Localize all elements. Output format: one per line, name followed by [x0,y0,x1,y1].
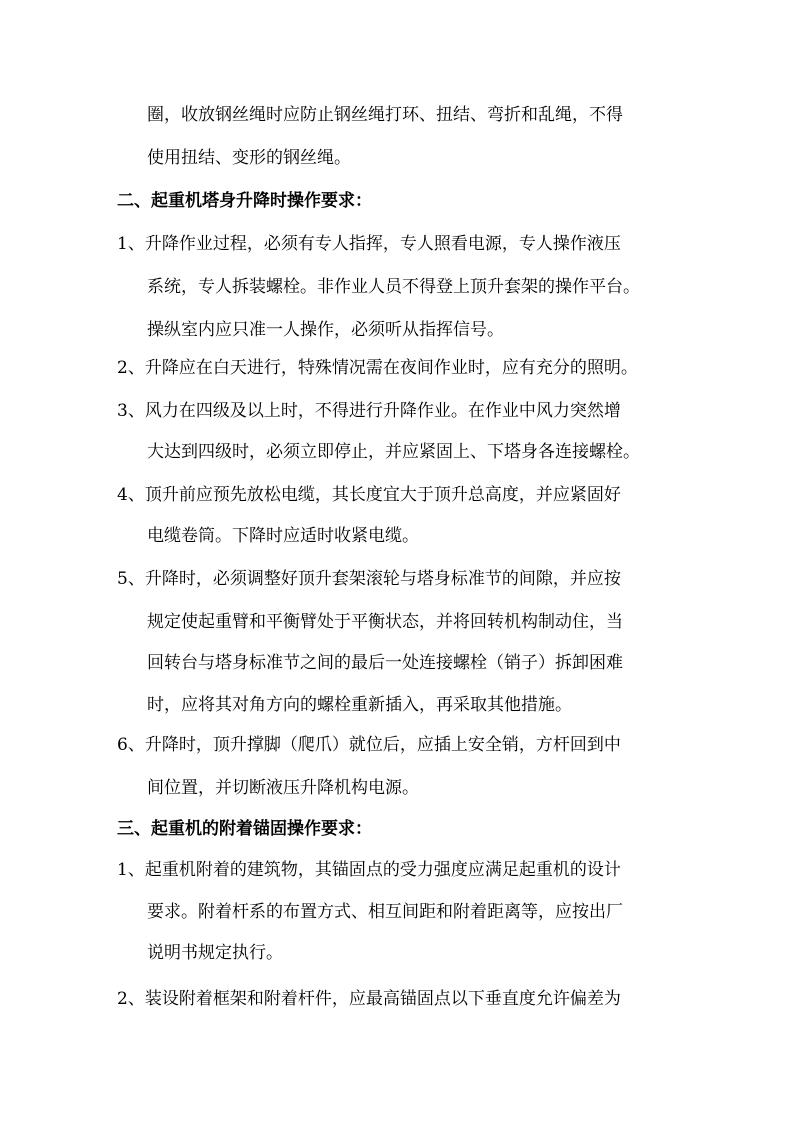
paragraph-line: 要求。附着杆系的布置方式、相互间距和附着距离等，应按出厂 [147,902,623,922]
paragraph-line: 圈，收放钢丝绳时应防止钢丝绳打环、扭结、弯折和乱绳，不得 [147,105,623,125]
section-heading: 三、起重机的附着锚固操作要求： [117,819,372,839]
list-item-line: 3、风力在四级及以上时，不得进行升降作业。在作业中风力突然增 [117,401,621,421]
list-item-line: 6、升降时，顶升撑脚（爬爪）就位后，应插上安全销，方杆回到中 [117,735,621,755]
list-item-line: 4、顶升前应预先放松电缆，其长度宜大于顶升总高度，并应紧固好 [117,485,621,505]
list-item-line: 5、升降时，必须调整好顶升套架滚轮与塔身标准节的间隙，并应按 [117,569,621,589]
list-item-line: 1、升降作业过程，必须有专人指挥，专人照看电源，专人操作液压 [117,234,621,254]
list-item-line: 2、升降应在白天进行，特殊情况需在夜间作业时，应有充分的照明。 [117,358,638,378]
paragraph-line: 电缆卷筒。下降时应适时收紧电缆。 [147,526,419,546]
list-item-line: 2、装设附着框架和附着杆件，应最高锚固点以下垂直度允许偏差为 [117,989,621,1009]
paragraph-line: 说明书规定执行。 [147,943,283,963]
section-heading: 二、起重机塔身升降时操作要求： [117,191,372,211]
paragraph-line: 规定使起重臂和平衡臂处于平衡状态，并将回转机构制动住，当 [147,612,623,632]
paragraph-line: 大达到四级时，必须立即停止，并应紧固上、下塔身各连接螺栓。 [147,442,640,462]
paragraph-line: 系统，专人拆装螺栓。非作业人员不得登上顶升套架的操作平台。 [147,277,640,297]
paragraph-line: 使用扭结、变形的钢丝绳。 [147,148,351,168]
paragraph-line: 回转台与塔身标准节之间的最后一处连接螺栓（销子）拆卸困难 [147,653,623,673]
paragraph-line: 时，应将其对角方向的螺栓重新插入，再采取其他措施。 [147,695,572,715]
list-item-line: 1、起重机附着的建筑物，其锚固点的受力强度应满足起重机的设计 [117,860,621,880]
paragraph-line: 间位置，并切断液压升降机构电源。 [147,778,419,798]
paragraph-line: 操纵室内应只准一人操作，必须听从指挥信号。 [147,320,504,340]
